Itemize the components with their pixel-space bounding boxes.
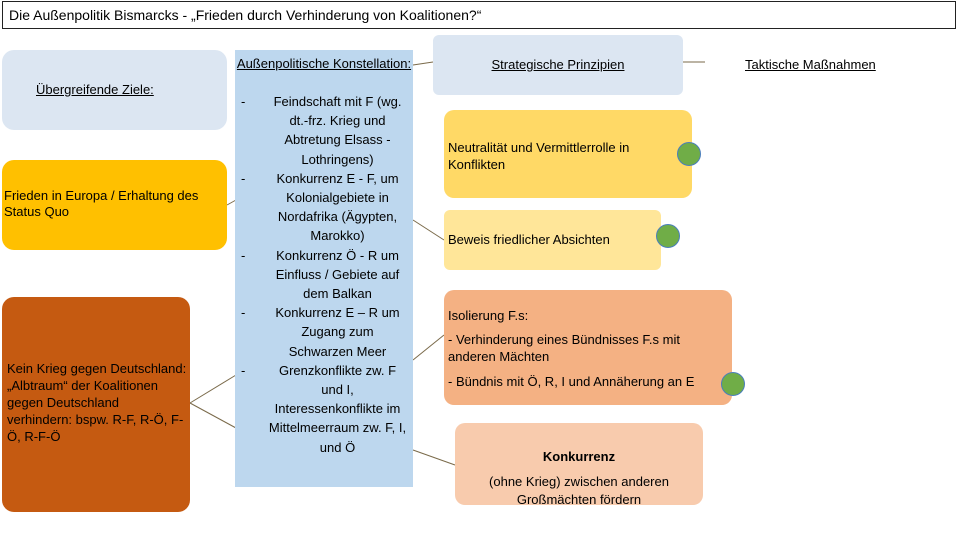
goal-no-war-box <box>2 297 190 512</box>
constellation-header: Außenpolitische Konstellation: <box>236 56 412 71</box>
goal-peace-box <box>2 160 227 250</box>
principle-neutrality-box <box>444 110 692 198</box>
list-bullet: - <box>241 362 246 378</box>
connector-isolation <box>413 335 444 360</box>
principles-header-box <box>433 35 683 95</box>
goals-header-label: Übergreifende Ziele: <box>36 82 154 97</box>
principle-isolation-box <box>444 290 732 405</box>
tactics-header-label: Taktische Maßnahmen <box>745 57 876 72</box>
principle-proof-text: Beweis friedlicher Absichten <box>448 232 610 247</box>
green-circle-icon <box>721 372 745 396</box>
principle-neutrality-text: Neutralität und Vermittlerrolle in Konflikten <box>448 140 630 172</box>
competition-bold: Konkurrenz <box>542 449 616 464</box>
list-bullet: - <box>241 247 246 263</box>
constellation-list <box>235 92 413 457</box>
principles-header-label: Strategische Prinzipien <box>491 57 625 72</box>
isolation-title: Isolierung F.s: <box>448 308 529 323</box>
list-bullet: - <box>241 305 246 321</box>
green-circle-icon <box>677 142 701 166</box>
constellation-item <box>235 169 413 246</box>
isolation-line-2: - Bündnis mit Ö, R, I und Annäherung an E <box>448 374 695 389</box>
connector-proof <box>413 220 444 240</box>
page-title: Die Außenpolitik Bismarcks - „Frieden durch Verhinderung von Koalitionen?“ <box>2 1 956 29</box>
constellation-item-text: Konkurrenz E - F, um Kolonialgebiete in Nordafrika (Ägypten, Marokko) <box>276 170 399 244</box>
goal-no-war-text: Kein Krieg gegen Deutschland: „Albtraum“ der Koalitionen gegen Deutschland verhindern: bspw. R-F, R-Ö, F-Ö, R-F-Ö <box>7 361 187 444</box>
connector-nowar-b <box>190 403 236 428</box>
list-bullet: - <box>241 94 246 109</box>
isolation-line-1: - Verhinderung eines Bündnisses F.s mit anderen Mächten <box>448 332 680 364</box>
constellation-item <box>235 92 413 169</box>
competition-rest: (ohne Krieg) zwischen anderen Großmächten fördern <box>489 474 669 507</box>
constellation-item-text: Feindschaft mit F (wg. dt.-frz. Krieg und Abtretung Elsass -Lothringens) <box>273 94 402 167</box>
goal-peace-text: Frieden in Europa / Erhaltung des Status Quo <box>4 188 199 219</box>
constellation-item-text: Konkurrenz E – R um Zugang zum Schwarzen Meer <box>275 305 400 359</box>
constellation-item-text: Konkurrenz Ö - R um Einfluss / Gebiete auf dem Balkan <box>275 247 400 302</box>
constellation-item-text: Grenzkonflikte zw. F und I, Interessenkonflikte im Mittelmeerraum zw. F, I, und Ö <box>268 362 407 455</box>
constellation-item <box>235 361 413 457</box>
principle-proof-box <box>444 210 661 270</box>
connector-nowar-a <box>190 375 236 403</box>
constellation-item <box>235 303 413 361</box>
connector-competition <box>413 450 455 465</box>
constellation-item <box>235 246 413 304</box>
constellation-panel <box>235 50 413 487</box>
list-bullet: - <box>241 170 246 186</box>
competition-text <box>455 448 703 507</box>
goals-header-box <box>2 50 227 130</box>
connector-principles <box>413 62 433 65</box>
principle-competition-box <box>455 423 703 505</box>
green-circle-icon <box>656 224 680 248</box>
